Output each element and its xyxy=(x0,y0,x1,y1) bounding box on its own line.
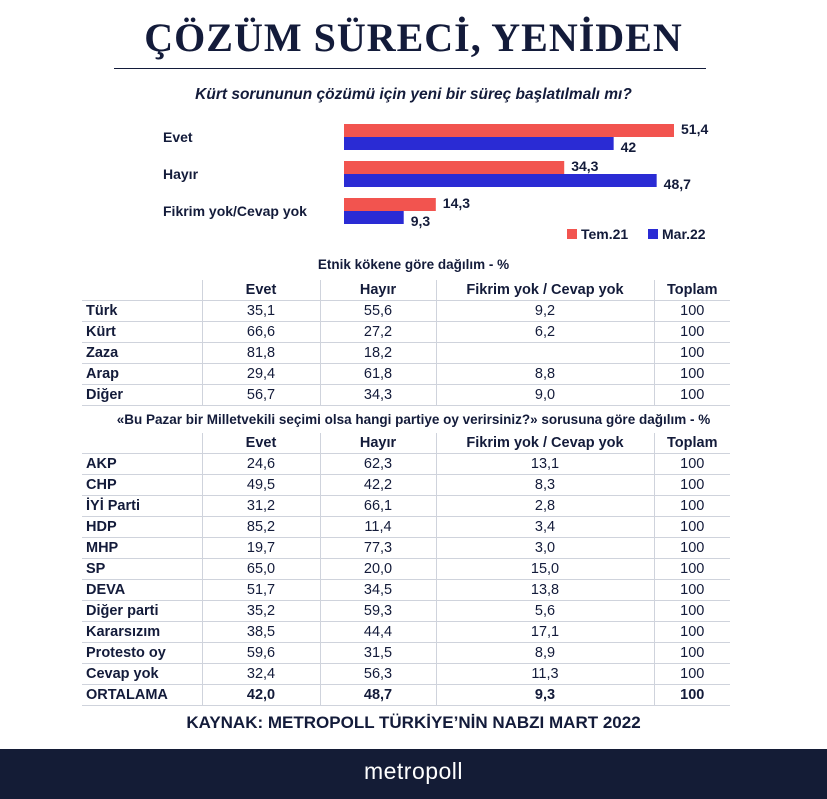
table-row xyxy=(82,622,730,643)
legend-swatch xyxy=(567,229,577,239)
table-header-row xyxy=(82,280,730,301)
table-cell: 3,0 xyxy=(436,538,654,559)
table-cell: 9,2 xyxy=(436,301,654,322)
table-cell: 100 xyxy=(654,496,730,517)
table-cell: 32,4 xyxy=(202,664,320,685)
source-note: KAYNAK: METROPOLL TÜRKİYE’NİN NABZI MART 2022 xyxy=(186,713,641,732)
bar-mar-22 xyxy=(344,137,614,150)
table-row xyxy=(82,580,730,601)
column-header: Fikrim yok / Cevap yok xyxy=(436,280,654,301)
category-label: Fikrim yok/Cevap yok xyxy=(163,203,307,219)
table-cell: 59,6 xyxy=(202,643,320,664)
table-row xyxy=(82,475,730,496)
table-cell: 8,8 xyxy=(436,364,654,385)
table-cell: 15,0 xyxy=(436,559,654,580)
table-cell: 13,8 xyxy=(436,580,654,601)
table-cell: 42,2 xyxy=(320,475,436,496)
page-title: ÇÖZÜM SÜRECİ, YENİDEN xyxy=(144,15,683,60)
table-cell: 62,3 xyxy=(320,454,436,475)
table-row xyxy=(82,559,730,580)
table-cell: 100 xyxy=(654,343,730,364)
table-cell: 81,8 xyxy=(202,343,320,364)
bar-value-label: 34,3 xyxy=(571,158,599,174)
table-cell: 38,5 xyxy=(202,622,320,643)
column-header xyxy=(82,280,202,301)
table-cell: 6,2 xyxy=(436,322,654,343)
table-cell: 56,3 xyxy=(320,664,436,685)
table-cell: 44,4 xyxy=(320,622,436,643)
row-label: Diğer xyxy=(82,385,202,406)
table-cell: 77,3 xyxy=(320,538,436,559)
bar-tem-21 xyxy=(344,198,436,211)
table-cell: 100 xyxy=(654,643,730,664)
row-label: Arap xyxy=(82,364,202,385)
bar-tem-21 xyxy=(344,124,674,137)
table-cell: 3,4 xyxy=(436,517,654,538)
column-header: Toplam xyxy=(654,433,730,454)
table-cell: 42,0 xyxy=(202,685,320,706)
table-row xyxy=(82,664,730,685)
table-row xyxy=(82,301,730,322)
table-cell: 100 xyxy=(654,517,730,538)
legend-label: Mar.22 xyxy=(662,226,706,242)
bar-tem-21 xyxy=(344,161,564,174)
table-cell: 65,0 xyxy=(202,559,320,580)
table-cell: 100 xyxy=(654,301,730,322)
bar-mar-22 xyxy=(344,211,404,224)
table-cell: 31,2 xyxy=(202,496,320,517)
table-cell: 66,1 xyxy=(320,496,436,517)
table-cell: 18,2 xyxy=(320,343,436,364)
row-label: Türk xyxy=(82,301,202,322)
table-cell: 100 xyxy=(654,454,730,475)
table-row xyxy=(82,601,730,622)
table-cell: 48,7 xyxy=(320,685,436,706)
column-header: Evet xyxy=(202,433,320,454)
ethnic-table-title: Etnik kökene göre dağılım - % xyxy=(317,257,510,272)
legend-label: Tem.21 xyxy=(581,226,629,242)
table-cell: 100 xyxy=(654,559,730,580)
row-label: CHP xyxy=(82,475,202,496)
table-cell: 66,6 xyxy=(202,322,320,343)
party-table-title: «Bu Pazar bir Milletvekili seçimi olsa hangi partiye oy verirsiniz?» sorusuna göre dağılım - % xyxy=(116,412,711,427)
row-label: SP xyxy=(82,559,202,580)
table-cell: 13,1 xyxy=(436,454,654,475)
table-row xyxy=(82,538,730,559)
column-header: Fikrim yok / Cevap yok xyxy=(436,433,654,454)
row-label: Zaza xyxy=(82,343,202,364)
footer-bar xyxy=(0,749,827,799)
row-label: Protesto oy xyxy=(82,643,202,664)
survey-question: Kürt sorununun çözümü için yeni bir süreç başlatılmalı mı? xyxy=(195,86,632,103)
table-row xyxy=(82,685,730,706)
table-cell: 100 xyxy=(654,322,730,343)
category-label: Evet xyxy=(163,129,193,145)
legend-swatch xyxy=(648,229,658,239)
row-label: MHP xyxy=(82,538,202,559)
table-cell: 51,7 xyxy=(202,580,320,601)
table-cell: 100 xyxy=(654,685,730,706)
table-row xyxy=(82,343,730,364)
table-cell: 100 xyxy=(654,580,730,601)
table-cell: 61,8 xyxy=(320,364,436,385)
table-cell: 27,2 xyxy=(320,322,436,343)
table-cell: 8,9 xyxy=(436,643,654,664)
table-cell: 24,6 xyxy=(202,454,320,475)
bar-value-label: 9,3 xyxy=(410,213,431,229)
row-label: Cevap yok xyxy=(82,664,202,685)
column-header: Hayır xyxy=(320,280,436,301)
row-label: Kürt xyxy=(82,322,202,343)
bar-value-label: 42 xyxy=(620,139,637,155)
table-cell: 59,3 xyxy=(320,601,436,622)
table-cell: 34,3 xyxy=(320,385,436,406)
party-table xyxy=(82,433,730,706)
table-cell: 100 xyxy=(654,622,730,643)
table-cell: 34,5 xyxy=(320,580,436,601)
table-cell: 35,2 xyxy=(202,601,320,622)
category-label: Hayır xyxy=(163,166,199,182)
table-row xyxy=(82,643,730,664)
table-cell: 31,5 xyxy=(320,643,436,664)
row-label: İYİ Parti xyxy=(82,496,202,517)
table-cell: 100 xyxy=(654,385,730,406)
bar-mar-22 xyxy=(344,174,657,187)
column-header xyxy=(82,433,202,454)
row-label: Diğer parti xyxy=(82,601,202,622)
table-row xyxy=(82,322,730,343)
table-cell: 100 xyxy=(654,475,730,496)
row-label: ORTALAMA xyxy=(82,685,202,706)
table-cell: 55,6 xyxy=(320,301,436,322)
brand-logo: metropoll xyxy=(363,758,464,784)
table-cell: 29,4 xyxy=(202,364,320,385)
table-row xyxy=(82,517,730,538)
title-divider xyxy=(114,68,706,69)
table-cell: 100 xyxy=(654,364,730,385)
table-cell: 35,1 xyxy=(202,301,320,322)
column-header: Hayır xyxy=(320,433,436,454)
row-label: DEVA xyxy=(82,580,202,601)
row-label: HDP xyxy=(82,517,202,538)
table-cell: 100 xyxy=(654,601,730,622)
table-cell: 5,6 xyxy=(436,601,654,622)
table-cell: 100 xyxy=(654,538,730,559)
table-row xyxy=(82,496,730,517)
table-cell: 8,3 xyxy=(436,475,654,496)
column-header: Toplam xyxy=(654,280,730,301)
bar-chart xyxy=(0,110,827,250)
table-cell: 9,0 xyxy=(436,385,654,406)
row-label: AKP xyxy=(82,454,202,475)
table-header-row xyxy=(82,433,730,454)
table-cell: 56,7 xyxy=(202,385,320,406)
table-cell: 85,2 xyxy=(202,517,320,538)
table-cell: 19,7 xyxy=(202,538,320,559)
bar-value-label: 48,7 xyxy=(663,176,691,192)
bar-value-label: 14,3 xyxy=(442,195,471,211)
table-row xyxy=(82,454,730,475)
table-cell: 49,5 xyxy=(202,475,320,496)
row-label: Kararsızım xyxy=(82,622,202,643)
table-row xyxy=(82,385,730,406)
table-cell: 20,0 xyxy=(320,559,436,580)
ethnic-table xyxy=(82,280,730,406)
table-row xyxy=(82,364,730,385)
table-cell: 100 xyxy=(654,664,730,685)
table-cell: 11,3 xyxy=(436,664,654,685)
column-header: Evet xyxy=(202,280,320,301)
table-cell: 11,4 xyxy=(320,517,436,538)
table-cell: 9,3 xyxy=(436,685,654,706)
table-cell: 2,8 xyxy=(436,496,654,517)
table-cell xyxy=(436,343,654,364)
bar-value-label: 51,4 xyxy=(681,121,709,137)
table-cell: 17,1 xyxy=(436,622,654,643)
